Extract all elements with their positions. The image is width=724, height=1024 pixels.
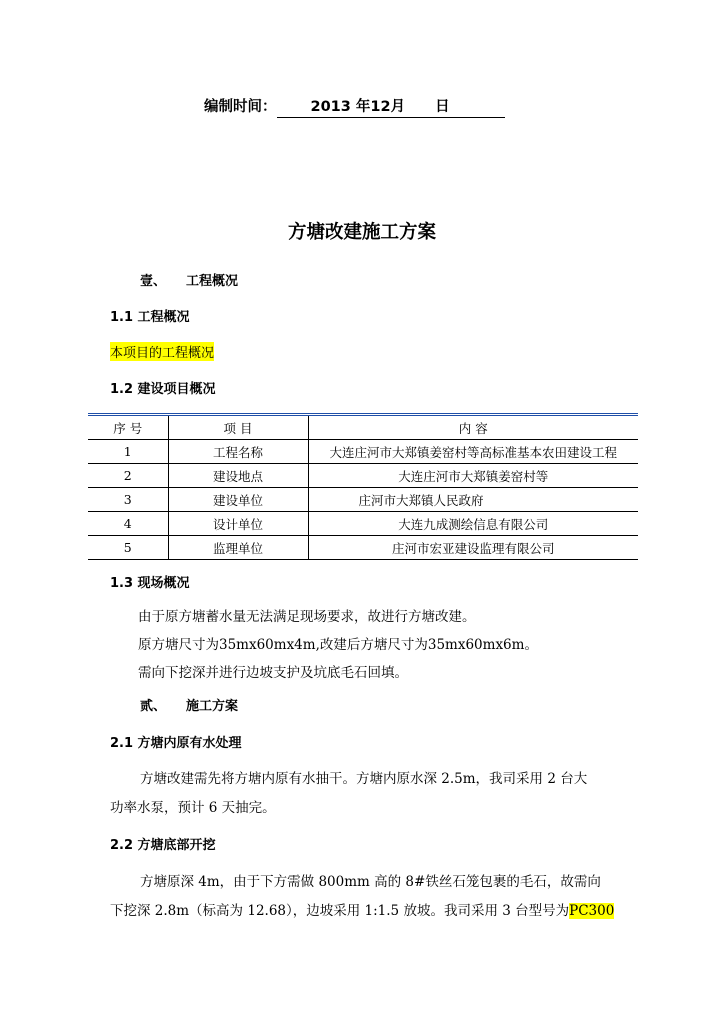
excavator-model-highlight: PC300: [569, 903, 615, 919]
site-overview-line-3: 需向下挖深并进行边坡支护及坑底毛石回填。: [138, 665, 408, 681]
project-overview-table: [88, 413, 638, 560]
subsection-1-1-heading: 1.1 工程概况: [110, 310, 190, 325]
table-cell-item: 建设单位: [168, 488, 308, 512]
subsection-1-3-heading: 1.3 现场概况: [110, 576, 190, 591]
table-header-cell: 内 容: [308, 415, 638, 440]
subsection-2-1-heading: 2.1 方塘内原有水处理: [110, 736, 242, 751]
table-cell-content: 大连庄河市大郑镇姜窑村等高标准基本农田建设工程: [308, 440, 638, 464]
table-header-cell: 项 目: [168, 415, 308, 440]
section-1-number: 壹、: [140, 274, 167, 289]
compile-date-label: 编制时间：: [204, 99, 277, 115]
excavation-line-2: [110, 899, 614, 919]
document-title: 方塘改建施工方案: [287, 222, 436, 243]
table-cell-content: 大连庄河市大郑镇姜窑村等: [308, 464, 638, 488]
compile-month: 12: [370, 99, 391, 115]
section-1-title: 工程概况: [186, 274, 239, 289]
subsection-1-1-text: 本项目的工程概况: [110, 342, 214, 361]
section-2-number: 贰、: [140, 699, 167, 714]
site-overview-line-1: 由于原方塘蓄水量无法满足现场要求，故进行方塘改建。: [138, 609, 476, 625]
table-cell-item: 建设地点: [168, 464, 308, 488]
subsection-2-2-heading: 2.2 方塘底部开挖: [110, 838, 216, 853]
table-cell-number: 2: [88, 464, 168, 488]
table-cell-content: 庄河市宏亚建设监理有限公司: [308, 536, 638, 560]
table-cell-number: 5: [88, 536, 168, 560]
table-cell-content: 大连九成测绘信息有限公司: [308, 512, 638, 536]
water-treatment-line-1: 方塘改建需先将方塘内原有水抽干。方塘内原水深 2.5m，我司采用 2 台大: [140, 771, 588, 787]
compile-month-unit: 月: [390, 99, 406, 115]
compile-day-unit: 日: [435, 99, 450, 115]
water-treatment-line-2: 功率水泵，预计 6 天抽完。: [110, 800, 276, 816]
table-cell-content: 庄河市大郑镇人民政府: [308, 488, 638, 512]
table-cell-item: 监理单位: [168, 536, 308, 560]
table-cell-number: 3: [88, 488, 168, 512]
table-row: [88, 488, 638, 512]
section-2-heading: [140, 695, 238, 714]
compile-year-unit: 年: [355, 99, 371, 115]
table-header-row: [88, 415, 638, 440]
table-header-cell: 序 号: [88, 415, 168, 440]
section-1-heading: [140, 270, 238, 289]
site-overview-line-2: 原方塘尺寸为35mx60mx4m,改建后方塘尺寸为35mx60mx6m。: [138, 637, 538, 653]
excavation-line-1: 方塘原深 4m，由于下方需做 800mm 高的 8#铁丝石笼包裹的毛石，故需向: [140, 874, 601, 890]
table-row: [88, 464, 638, 488]
compile-date-line: [204, 95, 505, 118]
section-2-title: 施工方案: [186, 699, 239, 714]
compile-year: 2013: [310, 99, 351, 115]
subsection-1-2-heading: 1.2 建设项目概况: [110, 382, 216, 397]
table-cell-item: 工程名称: [168, 440, 308, 464]
table-row: [88, 536, 638, 560]
compile-date-value: [277, 95, 505, 118]
excavation-line-2-text: 下挖深 2.8m（标高为 12.68），边坡采用 1:1.5 放坡。我司采用 3 台型号为: [110, 903, 570, 919]
table-cell-item: 设计单位: [168, 512, 308, 536]
table-cell-number: 4: [88, 512, 168, 536]
table-row: [88, 440, 638, 464]
table-row: [88, 512, 638, 536]
table-cell-number: 1: [88, 440, 168, 464]
